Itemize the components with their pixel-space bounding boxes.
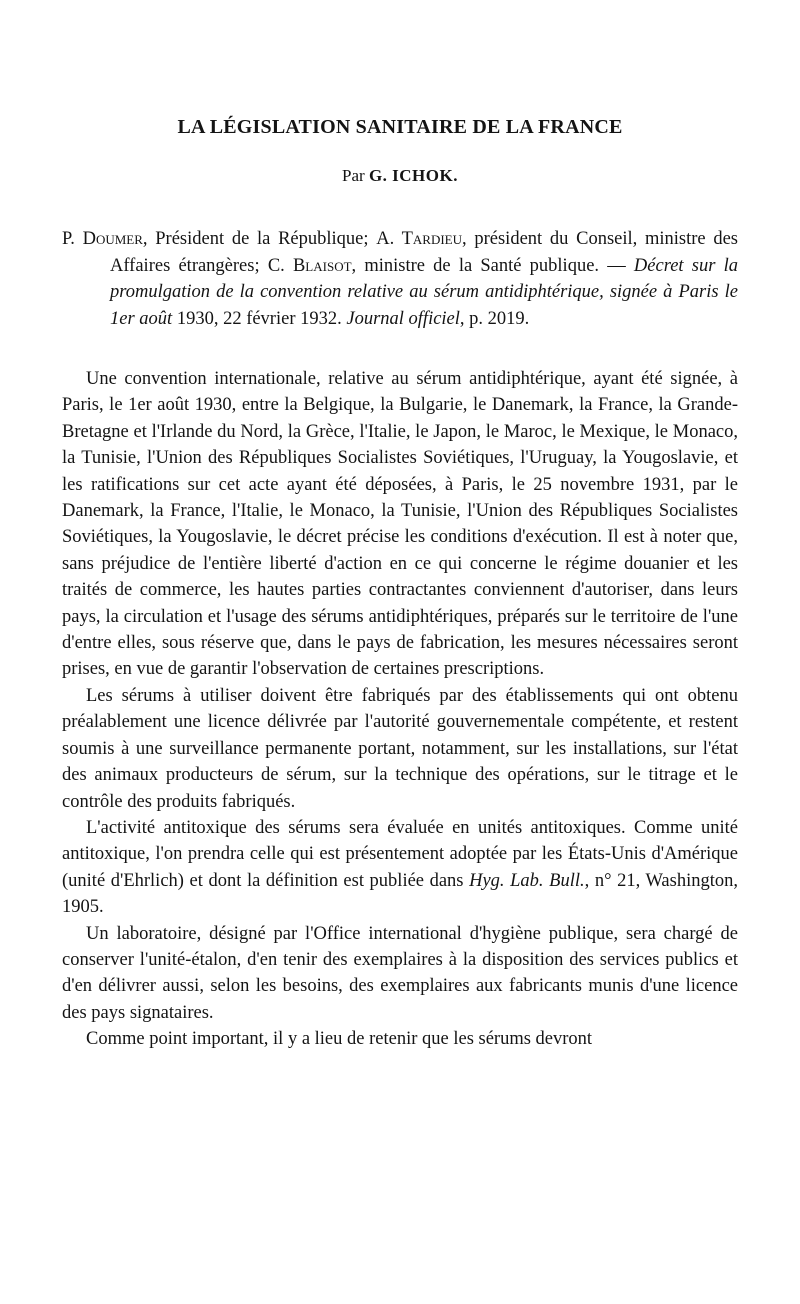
signatory-role: , président du Conseil, ministre des Affaires étrangères;	[110, 229, 738, 276]
signatory-name: C. Blaisot	[267, 255, 352, 276]
paragraph: Comme point important, il y a lieu de retenir que les sérums devront	[86, 1029, 593, 1050]
author-prefix: Par	[342, 166, 365, 185]
paragraph: Un laboratoire, désigné par l'Office international d'hygiène publique, sera chargé de conserver l'unité-étalon, d'en tenir des exemplaires à la disposition des services publics et d'en délivrer aussi, selon les besoins, des exemplaires aux fabricants munis d'une licence des pays signataires.	[62, 923, 738, 1023]
signatory-role: , Président de la République;	[142, 229, 377, 249]
citation-title: Hyg. Lab. Bull.	[469, 870, 585, 891]
journal-name: Journal officiel	[346, 308, 460, 329]
article-body	[62, 366, 738, 1053]
paragraph	[62, 815, 738, 921]
author-name: G. ICHOK.	[368, 166, 458, 185]
decree-title: Décret sur la promulgation de la convention relative au sérum antidiphtérique, signée à Paris le 1er août	[110, 255, 738, 329]
paragraph-text: L'activité antitoxique des sérums sera évaluée en unités antitoxiques. Comme unité antitoxique, l'on prendra celle qui est présentement adoptée par les États-Unis d'Amérique (unité d'Ehrlich) et dont la définition est publiée dans	[62, 817, 738, 891]
article-title: LA LÉGISLATION SANITAIRE DE LA FRANCE	[177, 116, 623, 138]
paragraph: Les sérums à utiliser doivent être fabriqués par des établissements qui ont obtenu préalablement une licence délivrée par l'autorité gouvernementale compétente, et restent soumis à une surveillance permanente portant, notamment, sur les installations, sur l'état des animaux producteurs de sérum, sur la technique des opérations, sur le titrage et le contrôle des produits fabriqués.	[62, 685, 738, 812]
signatory-name: P. Doumer	[62, 229, 143, 249]
paragraph-text: , n° 21, Washington, 1905.	[62, 870, 738, 918]
journal-page: , p. 2019.	[459, 308, 530, 329]
signatory-name: A. Tardieu	[376, 229, 463, 249]
signatory-role: , ministre de la Santé publique. —	[351, 255, 634, 276]
decree-date: 1930, 22 février 1932.	[172, 308, 347, 329]
paragraph: Une convention internationale, relative au sérum antidiphtérique, ayant été signée, à Paris, le 1er août 1930, entre la Belgique, la Bulgarie, le Danemark, la France, la Grande-Bretagne et l'Irlande du Nord, la Grèce, l'Italie, le Japon, le Maroc, le Mexique, le Monaco, la Tunisie, l'Union des Républiques Socialistes Soviétiques, l'Uruguay, la Yougoslavie, et les ratifications sur cet acte ayant été déposées, à Paris, le 25 novembre 1931, par le Danemark, la France, l'Italie, le Monaco, la Tunisie, l'Union des Républiques Socialistes Soviétiques, la Yougoslavie, le décret précise les conditions d'exécution. Il est à noter que, sans préjudice de l'entière liberté d'action en ce qui concerne le régime douanier et les traités de commerce, les hautes parties contractantes conviennent d'autoriser, dans leurs pays, la circulation et l'usage des sérums antidiphtériques, préparés sur le territoire de l'une d'entre elles, sous réserve que, dans le pays de fabrication, les mesures nécessaires seront prises, en vue de garantir l'observation de certaines prescriptions.	[62, 369, 738, 680]
author-line	[0, 166, 800, 186]
decree-reference	[62, 226, 738, 332]
